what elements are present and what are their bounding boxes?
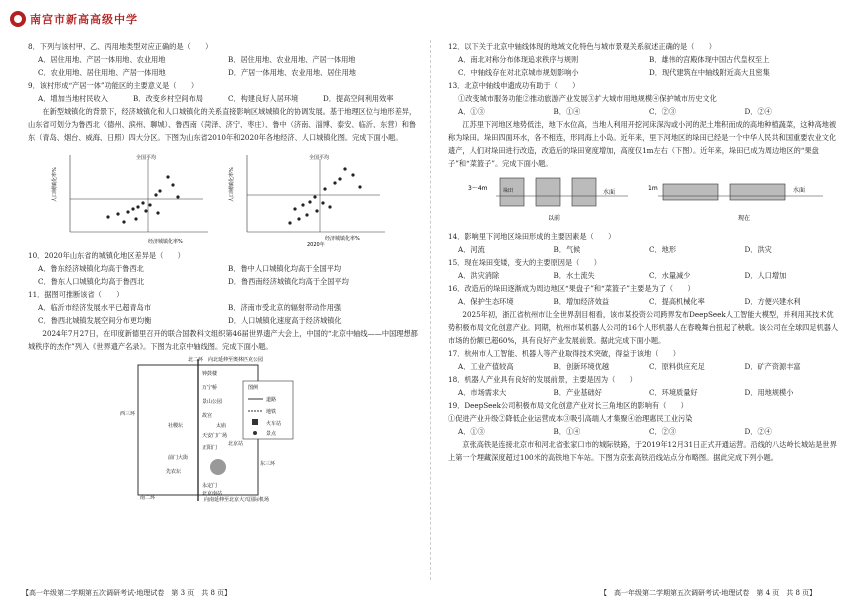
option: B．鲁中人口城镇化均高于全国平均 [228, 264, 342, 273]
option: C．提高机械化率 [649, 297, 705, 306]
duotian-block [572, 178, 596, 206]
question-19-options [458, 425, 840, 438]
chart-2020 [225, 147, 390, 247]
footer-right: 【 高一年级第二学期第五次调研考试-地理试卷 第 4 页 共 8 页】 [600, 589, 817, 597]
data-point [156, 211, 159, 214]
duotian-block-new [730, 184, 785, 200]
option: A．①③ [458, 107, 485, 116]
option: B．改变乡村空间布局 [133, 94, 203, 103]
data-point [176, 195, 179, 198]
option: D．用地规模小 [744, 388, 794, 397]
tian-label: 垛田 [503, 188, 514, 194]
option: A．鲁东经济城镇化均高于鲁西北 [38, 264, 144, 273]
option: C．环境质量好 [649, 388, 698, 397]
question-9-options [38, 92, 418, 105]
x-label: 经济城镇化率% [148, 239, 183, 245]
option: A．工业产值较高 [458, 362, 514, 371]
option: D．②④ [744, 427, 772, 436]
question-19: 19．DeepSeek公司积极布局文化创意产业对长三角地区的影响有（ ） [448, 401, 688, 410]
question-11-options [38, 301, 418, 327]
before-label: 以前 [548, 215, 561, 222]
avg-label: 全国平均 [309, 155, 330, 161]
question-12: 12．以下关于北京中轴线体现的地域文化特色与城市景观关系叙述正确的是（ ） [448, 42, 716, 51]
option: C．水量减少 [649, 271, 691, 280]
map-item: 前门大街 [168, 455, 189, 461]
data-point [297, 217, 300, 220]
option: D．鲁西南经济城镇化均高于全国平均 [228, 277, 349, 286]
water-label: 水面 [793, 187, 806, 194]
option: A．市场需求大 [458, 388, 507, 397]
option: C．②③ [649, 427, 677, 436]
data-point [144, 209, 147, 212]
duotian-diagram [448, 170, 828, 226]
option: B．居住用地、农业用地、产居一体用地 [228, 55, 356, 64]
map-item: 北京南站 [202, 491, 223, 497]
option: D．矿产资源丰富 [744, 362, 801, 371]
duotian-block [536, 178, 560, 206]
top-note: 向北延伸至奥林匹克公园 [208, 357, 264, 363]
header [10, 8, 138, 30]
left-column [28, 40, 418, 507]
option: C．鲁东人口城镇化均高于鲁西北 [38, 277, 145, 286]
option: C．原料供应充足 [649, 362, 705, 371]
x-label: 经济城镇化率% [325, 236, 360, 242]
map-item: 景山公园 [202, 399, 223, 405]
data-point [158, 189, 161, 192]
data-point [131, 207, 134, 210]
question-15: 15．现在垛田变矮，变大的主要原因是（ ） [448, 258, 601, 267]
height-before: 3～4m [468, 185, 488, 192]
option: C．构建良好人居环境 [228, 94, 299, 103]
data-points [288, 167, 361, 224]
data-point [323, 187, 326, 190]
water-label: 水面 [603, 189, 616, 196]
question-10: 10．2020年山东省的城镇化地区差异是（ ） [28, 251, 185, 260]
data-point [351, 173, 354, 176]
legend-item: 道路 [266, 397, 277, 403]
map-item: 万宁桥 [202, 385, 218, 391]
data-point [315, 209, 318, 212]
map-item: 永定门 [202, 483, 218, 489]
option: B．增加经济效益 [553, 297, 610, 306]
option: C．②③ [649, 107, 677, 116]
option: C．地形 [649, 245, 677, 254]
question-16-options [458, 295, 840, 308]
question-14-options [458, 243, 840, 256]
option: B．济南市受北京的辐射带动作用强 [228, 303, 342, 312]
data-point [148, 203, 151, 206]
east-label: 东三环 [260, 461, 276, 467]
question-14: 14．影响里下河地区垛田形成的主要因素是（ ） [448, 232, 616, 241]
question-19-statements: ①促进产业升级②降低企业运营成本③吸引高端人才集聚④治理惠民工业污染 [448, 414, 693, 423]
question-13-statements: ①改变城市服务功能②推动旅游产业发展③扩大城市用地规模④保护城市历史文化 [458, 94, 717, 103]
data-point [293, 207, 296, 210]
data-point [358, 185, 361, 188]
duotian-block-new [663, 184, 718, 200]
data-point [154, 193, 157, 196]
passage-duotian: 江苏里下河地区地势低洼，地下水位高，当地人利用开挖河床深沟或小河的泥土堆积而成的高地种植蔬菜，这种高地被称为垛田。垛田四面环水，各不相连，形同海上小岛。近年来，里下河地区的垛田已经是一个中华人民共和国重要农业文化遗产，人们对垛田进行改造，改造后的垛田宽度增加，高度仅1m左右（下图）。近年来，垛田已成为周边地区的“果盘子”和“菜篮子”。完成下面小题。 [448, 120, 837, 168]
option: B．创新环境优越 [553, 362, 610, 371]
avg-label: 全国平均 [136, 155, 157, 161]
after-label: 现在 [738, 215, 751, 222]
question-17-options [458, 360, 840, 373]
data-point [301, 203, 304, 206]
question-12-options [458, 53, 840, 79]
west-label: 西三环 [120, 411, 136, 417]
data-point [134, 217, 137, 220]
data-point [136, 205, 139, 208]
map-item: 社稷坛 [168, 423, 184, 429]
data-point [308, 200, 311, 203]
option: B．气候 [553, 245, 581, 254]
column-divider [430, 40, 431, 580]
question-18-options [458, 386, 840, 399]
south-label: 南二环 [140, 495, 156, 501]
question-16: 16．改造后的垛田逐渐成为周边地区“果盘子”和“菜篮子”主要是为了（ ） [448, 284, 695, 293]
height-after: 1m [648, 185, 658, 192]
data-point [116, 212, 119, 215]
school-name: 南宫市新高高级中学 [30, 13, 138, 26]
map-item: 北京站 [228, 441, 244, 447]
option: B．水土流失 [553, 271, 595, 280]
question-8: 8．下列与该村甲、乙、丙用地类型对应正确的是（ ） [28, 42, 213, 51]
option: B．雄伟的宫殿体现中国古代皇权至上 [649, 55, 770, 64]
map-item: 钟鼓楼 [202, 371, 218, 377]
chart-year: 2020年 [307, 242, 325, 247]
option: A．洪灾消除 [458, 271, 500, 280]
passage-hangzhou: 2025年初，浙江省杭州市让全世界刮目相看，该市某投资公司跨界发布DeepSeek人工智能大模型，并利用其技术优势积极布局文化创意产业。同期，杭州市某机器人公司的16个人形机器人在春晚舞台扭起了秧歌。该公司在全球四足机器人市场的份额已超60%，具有良好产业发展前景。据此完成下面小题。 [448, 310, 839, 345]
option: A．居住用地、产居一体用地、农业用地 [38, 55, 166, 64]
question-10-options [38, 262, 418, 288]
beijing-axis-map [118, 355, 418, 503]
urbanization-charts [48, 147, 418, 247]
data-point [126, 210, 129, 213]
data-point [305, 213, 308, 216]
passage-shandong: 在新型城镇化的背景下，经济城镇化和人口城镇化的关系直接影响区域城镇化的协调发展。基于地理区位与地形差异，山东省可划分为鲁西北（德州、滨州、聊城）、鲁西南（菏泽、济宁、枣庄）、鲁中（济南、淄博、泰安、临沂、东营）和鲁东（青岛、烟台、威海、日照）四大分区。下图为山东省2010年和2020年各地经济、人口城镇化图。完成下面小题。 [28, 107, 417, 142]
map-item: 故宫 [202, 413, 213, 419]
question-8-options [38, 53, 418, 79]
data-point [122, 220, 125, 223]
temple-of-heaven-shape [210, 459, 226, 475]
option: A．①③ [458, 427, 485, 436]
legend-item: 景点 [266, 431, 277, 437]
map-item: 先农坛 [166, 469, 182, 475]
question-11: 11．据图可推断该省（ ） [28, 290, 124, 299]
data-point [288, 221, 291, 224]
option: A．南北对称分布体现追求秩序与规则 [458, 55, 579, 64]
right-column [448, 40, 840, 464]
data-point [171, 183, 174, 186]
map-item: 太庙 [216, 423, 227, 429]
option: D．方便兴建水利 [744, 297, 801, 306]
question-18: 18．机器人产业具有良好的发展前景，主要是因为（ ） [448, 375, 637, 384]
data-point [328, 205, 331, 208]
data-point [338, 177, 341, 180]
question-17: 17．杭州市人工智能、机器人等产业取得技术突破，得益于该地（ ） [448, 349, 680, 358]
option: D．人口城镇化速度高于经济城镇化 [228, 316, 342, 325]
north2-label: 北二环 [188, 357, 204, 363]
legend-item: 火车站 [266, 421, 282, 427]
option: C．鲁西北城镇发展空间分布更均衡 [38, 316, 152, 325]
data-point [321, 201, 324, 204]
option: A．保护生态环境 [458, 297, 514, 306]
option: D．提高空间利用效率 [323, 94, 394, 103]
question-9: 9．该村形成“产居一体”功能区的主要意义是（ ） [28, 81, 199, 90]
option: B．①④ [553, 107, 581, 116]
option: D．②④ [744, 107, 772, 116]
data-points [106, 175, 179, 223]
option: C．农业用地、居住用地、产居一体用地 [38, 68, 166, 77]
data-point [141, 201, 144, 204]
option: A．增加当地村民收入 [38, 94, 108, 103]
option: D．产居一体用地、农业用地、居住用地 [228, 68, 356, 77]
chart-2010 [48, 147, 213, 247]
passage-jingzhang: 京张高铁是连接北京市和河北省张家口市的城际铁路，于2019年12月31日正式开通运营。沿线的八达岭长城站是世界上第一个埋藏深度超过100米的高铁地下车站。下图为京张高铁沿线站点分布略图。据此完成下列小题。 [448, 440, 837, 462]
map-item: 天安门广场 [202, 433, 228, 439]
y-label: 人口城镇化率% [52, 167, 58, 202]
question-13-options [458, 105, 840, 118]
option: B．产业基础好 [553, 388, 602, 397]
data-point [106, 215, 109, 218]
attraction-icon [253, 431, 257, 435]
option: B．①④ [553, 427, 581, 436]
data-point [166, 175, 169, 178]
passage-beijing-axis: 2024年7月27日，在印度新德里召开的联合国教科文组织第46届世界遗产大会上，中国的“北京中轴线——中国理想都城秩序的杰作”列入《世界遗产名录》。下图为北京中轴线图。完成下面小题。 [28, 329, 418, 351]
question-15-options [458, 269, 840, 282]
option: A．临沂市经济发展水平已超青岛市 [38, 303, 152, 312]
data-point [333, 181, 336, 184]
school-logo-icon [10, 11, 26, 27]
option: D．现代建筑在中轴线附近高大且密集 [649, 68, 770, 77]
option: A．河流 [458, 245, 485, 254]
data-point [343, 167, 346, 170]
legend-item: 地铁 [266, 409, 277, 415]
y-label: 人口城镇化率% [229, 167, 235, 202]
option: D．人口增加 [744, 271, 787, 280]
train-station-icon [252, 419, 258, 425]
legend-title: 图例 [248, 385, 259, 391]
map-item: 正阳门 [202, 445, 218, 451]
footer-left: 【高一年级第二学期第五次调研考试-地理试卷 第 3 页 共 8 页】 [22, 589, 232, 597]
question-13: 13．北京中轴线申遗成功有助于（ ） [448, 81, 580, 90]
data-point [313, 195, 316, 198]
option: D．洪灾 [744, 245, 772, 254]
bottom-note: 向南延伸至北京大兴国际机场 [204, 497, 270, 503]
option: C．中轴线存在对北京城市规划影响小 [458, 68, 579, 77]
